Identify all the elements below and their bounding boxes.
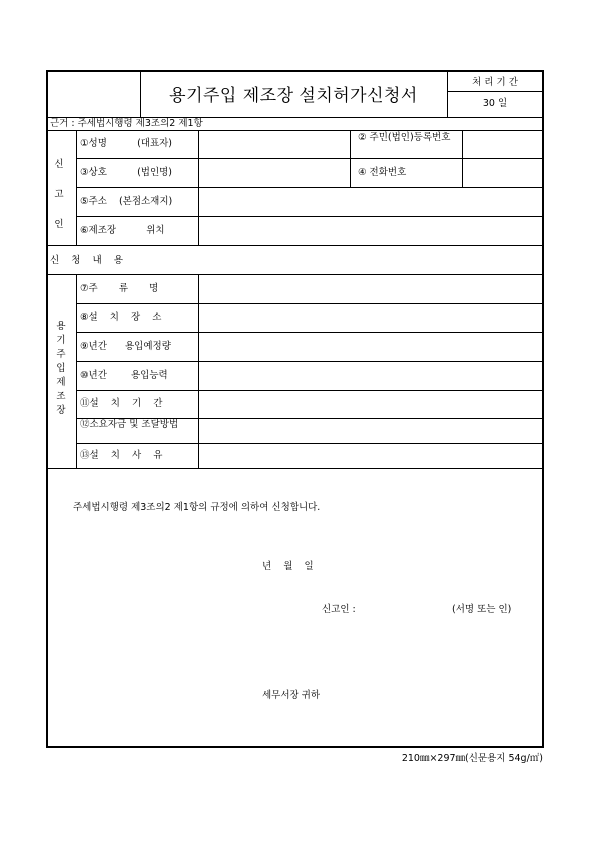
request-header: 신 청 내 용 bbox=[50, 255, 123, 266]
legal-basis: 근거 : 주세법시행령 제3조의2 제1항 bbox=[50, 118, 203, 129]
paper-spec: 210㎜×297㎜(신문용지 54g/㎡) bbox=[401, 753, 543, 764]
install-period-label: ⑪설 치 기 간 bbox=[80, 398, 163, 409]
declaration-date: 년 월 일 bbox=[262, 561, 314, 572]
declaration-statement: 주세법시행령 제3조의2 제1항의 규정에 의하여 신청합니다. bbox=[73, 502, 321, 513]
registration-number-field[interactable] bbox=[463, 131, 542, 157]
install-place-field[interactable] bbox=[199, 304, 542, 331]
applicant-section-label: 신고인 bbox=[54, 159, 64, 230]
applicant-signature-label: 신고인 : bbox=[322, 604, 356, 615]
install-reason-label: ⑬설 치 사 유 bbox=[80, 450, 163, 461]
funding-label: ⑫소요자금 및 조달방법 bbox=[80, 419, 179, 430]
factory-location-label: ⑥제조장 위치 bbox=[80, 225, 165, 236]
company-name-field[interactable] bbox=[199, 159, 349, 186]
registration-number-label: ② 주민(법인)등록번호 bbox=[358, 132, 451, 143]
factory-location-field[interactable] bbox=[199, 217, 542, 244]
addressee: 세무서장 귀하 bbox=[262, 690, 321, 701]
row-line bbox=[48, 468, 543, 469]
annual-planned-label: ⑨년간 용입예정량 bbox=[80, 341, 171, 352]
install-period-field[interactable] bbox=[199, 391, 542, 417]
phone-label: ④ 전화번호 bbox=[358, 167, 407, 178]
annual-capacity-label: ⑩년간 용입능력 bbox=[80, 370, 168, 381]
name-field[interactable] bbox=[199, 131, 349, 157]
row-line bbox=[48, 245, 543, 246]
install-place-label: ⑧설 치 장 소 bbox=[80, 312, 162, 323]
applicant-signature-field[interactable] bbox=[368, 600, 448, 618]
liquor-type-field[interactable] bbox=[199, 275, 542, 302]
processing-period-value: 30 일 bbox=[482, 98, 508, 109]
address-label: ⑤주소 (본점소재지) bbox=[80, 196, 173, 207]
company-name-label: ③상호 (법인명) bbox=[80, 167, 173, 178]
annual-capacity-field[interactable] bbox=[199, 362, 542, 389]
phone-field[interactable] bbox=[463, 159, 542, 186]
annual-planned-field[interactable] bbox=[199, 333, 542, 360]
processing-divider bbox=[447, 91, 543, 92]
request-section-label: 용기주입제조장 bbox=[56, 321, 66, 416]
funding-field[interactable] bbox=[199, 419, 542, 442]
name-label: ①성명 (대표자) bbox=[80, 138, 173, 149]
address-field[interactable] bbox=[199, 188, 542, 215]
signature-note: (서명 또는 인) bbox=[452, 604, 512, 615]
liquor-type-label: ⑦주 류 명 bbox=[80, 283, 159, 294]
install-reason-field[interactable] bbox=[199, 444, 542, 467]
form-title: 용기주입 제조장 설치허가신청서 bbox=[169, 86, 418, 106]
processing-period-label: 처 리 기 간 bbox=[472, 77, 518, 88]
